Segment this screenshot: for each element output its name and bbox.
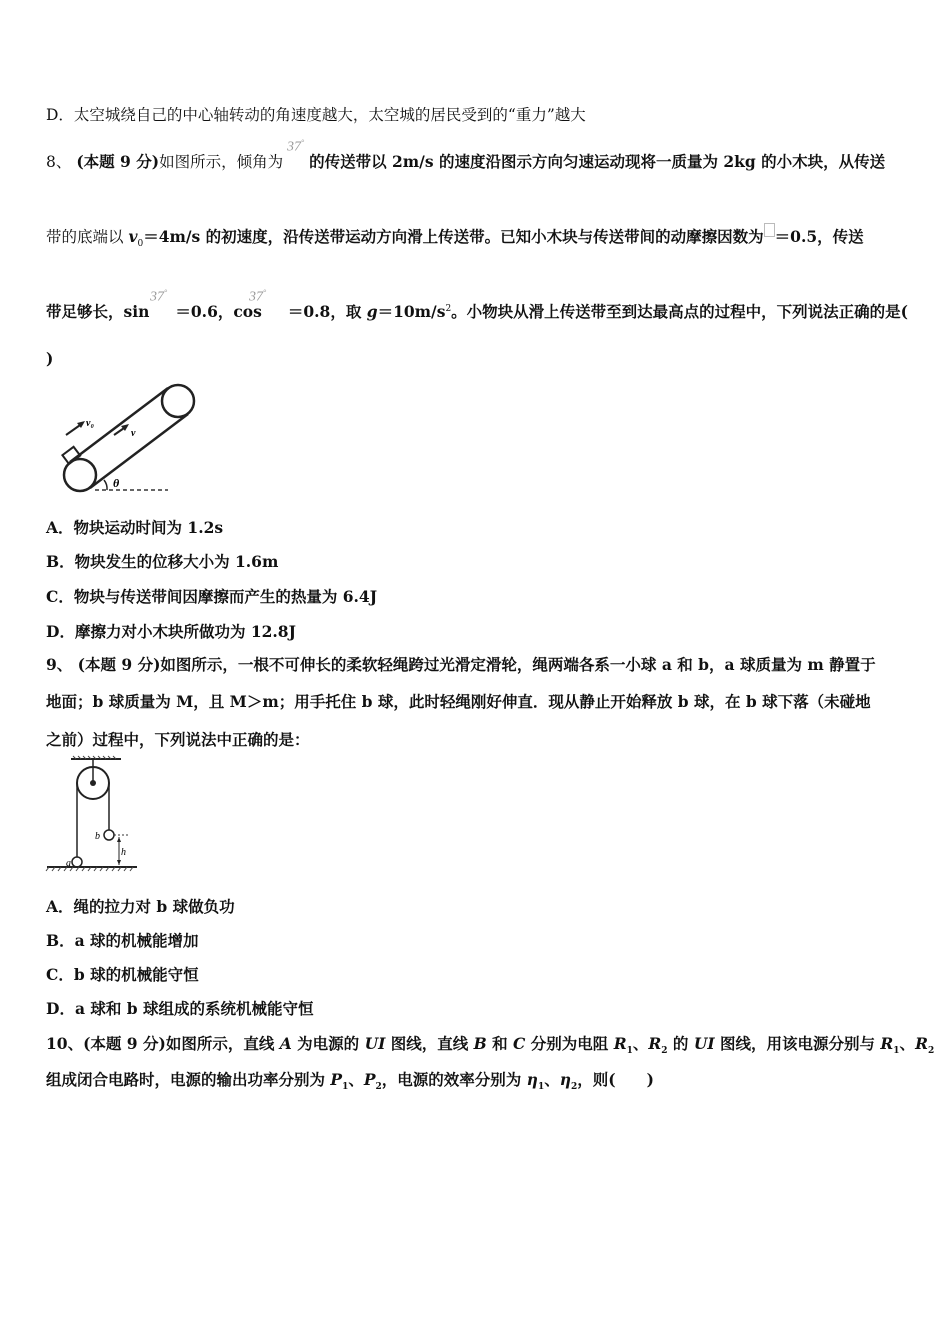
q8-number: 8、 (46, 153, 72, 171)
q8-line-3: 带足够长，sin ＝0.6，cos ＝0.8，取 $g=10m/s^2$。小物块从滑上传送带至到达最高点的过程中，下列说法正确的是( (46, 302, 909, 321)
q10-line-1: 10、(本题 9 分)如图所示，直线 A 为电源的 UI 图线，直线 B 和 C 分别为电阻 $R_1$、$R_2$ 的 UI 图线，用该电源分别与 $R_1$、$R_2$ (46, 1034, 935, 1057)
q8-option-c: C．物块与传送带间因摩擦而产生的热量为 6.4J (46, 587, 378, 606)
fig-h-label: h (121, 847, 126, 858)
q8-option-b: B．物块发生的位移大小为 1.6m (46, 552, 279, 571)
pulley-figure (45, 755, 145, 875)
fig-theta-label: θ (113, 476, 120, 490)
q8-score-tag: (本题 9 分) (76, 152, 160, 171)
q9-option-d: D．a 球和 b 球组成的系统机械能守恒 (46, 999, 314, 1018)
q7-option-d: D．太空城绕自己的中心轴转动的角速度越大，太空城的居民受到的“重力”越大 (46, 106, 586, 124)
conveyor-belt-figure (55, 380, 205, 498)
fig-v-label: v (131, 428, 136, 439)
mu-placeholder-icon (764, 223, 775, 237)
q10-line-2: 组成闭合电路时，电源的输出功率分别为 $P_1$、$P_2$，电源的效率分别为 $\eta_1$、$\eta_2$，则( ) (46, 1070, 654, 1093)
fig-b-label: b (95, 831, 100, 842)
q9-option-a: A．绳的拉力对 b 球做负功 (46, 897, 235, 916)
q9-line-1: 9、 (本题 9 分)如图所示，一根不可伸长的柔软轻绳跨过光滑定滑轮，绳两端各系一小球 a 和 b，a 球质量为 m 静置于 (46, 655, 876, 674)
angle-37-image: 37° (287, 138, 305, 155)
q9-option-c: C．b 球的机械能守恒 (46, 965, 199, 984)
q8-option-a: A．物块运动时间为 1.2s (46, 518, 224, 537)
fig-a-label: a (66, 858, 71, 869)
q8-line-1: 8、 (本题 9 分)如图所示，倾角为 的传送带以 2m/s 的速度沿图示方向匀速运动现将一质量为 2kg 的小木块，从传送 (46, 152, 886, 171)
q9-line-2: 地面；b 球质量为 M，且 M＞m；用手托住 b 球，此时轻绳刚好伸直．现从静止开始释放 b 球，在 b 球下落（未碰地 (46, 692, 871, 711)
cos-angle-image: 37° (249, 288, 267, 305)
fig-v0-label: v₀ (86, 418, 94, 429)
q8-line-4: ) (46, 349, 54, 368)
q8-line-2: 带的底端以 $v_0=4m/s$ 的初速度，沿传送带运动方向滑上传送带。已知小木块与传送带间的动摩擦因数为 ＝0.5，传送 (46, 225, 864, 249)
q9-line-3: 之前）过程中，下列说法中正确的是： (46, 730, 310, 749)
sin-angle-image: 37° (150, 288, 168, 305)
q8-option-d: D．摩擦力对小木块所做功为 12.8J (46, 622, 296, 641)
q9-option-b: B．a 球的机械能增加 (46, 931, 199, 950)
